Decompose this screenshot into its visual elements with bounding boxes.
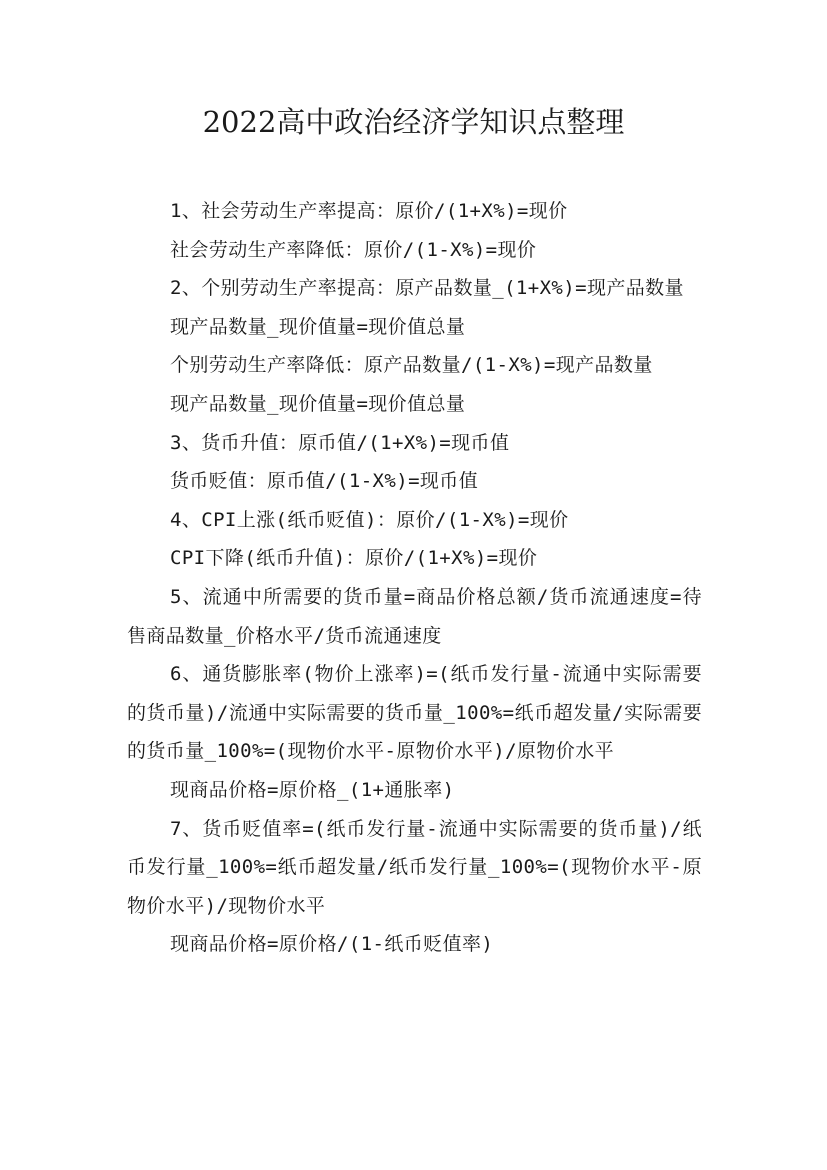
paragraph: 现商品价格=原价格/(1-纸币贬值率) [170,933,494,956]
paragraph: 社会劳动生产率降低：原价/(1-X%)=现价 [170,238,537,261]
paragraph: 现产品数量_现价值量=现价值总量 [170,392,466,415]
paragraph: 现商品价格=原价格_(1+通胀率) [170,778,455,801]
paragraph: 3、货币升值：原币值/(1+X%)=现币值 [170,431,510,454]
paragraph: 1、社会劳动生产率提高：原价/(1+X%)=现价 [170,200,568,222]
paragraph: 7、货币贬值率=(纸币发行量-流通中实际需要的货币量)/纸币发行量_100%=纸币超发量/纸币发行量_100%=(现物价水平-原物价水平)/现物价水平 [127,817,702,917]
paragraph: 5、流通中所需要的货币量=商品价格总额/货币流通速度=待售商品数量_价格水平/货币流通速度 [127,585,702,647]
paragraph: 6、通货膨胀率(物价上涨率)=(纸币发行量-流通中实际需要的货币量)/流通中实际需要的货币量_100%=纸币超发量/实际需要的货币量_100%=(现物价水平-原物价水平)/原物价水平 [127,663,702,763]
document-body [127,192,702,964]
paragraph: 2、个别劳动生产率提高：原产品数量_(1+X%)=现产品数量 [170,277,684,300]
paragraph: 个别劳动生产率降低：原产品数量/(1-X%)=现产品数量 [170,354,653,377]
paragraph: CPI下降(纸币升值)：原价/(1+X%)=现价 [170,547,538,570]
document-title: 2022高中政治经济学知识点整理 [202,105,625,139]
paragraph: 4、CPI上涨(纸币贬值)：原价/(1-X%)=现价 [170,508,569,531]
paragraph: 现产品数量_现价值量=现价值总量 [170,315,466,338]
paragraph: 货币贬值：原币值/(1-X%)=现币值 [170,470,479,493]
